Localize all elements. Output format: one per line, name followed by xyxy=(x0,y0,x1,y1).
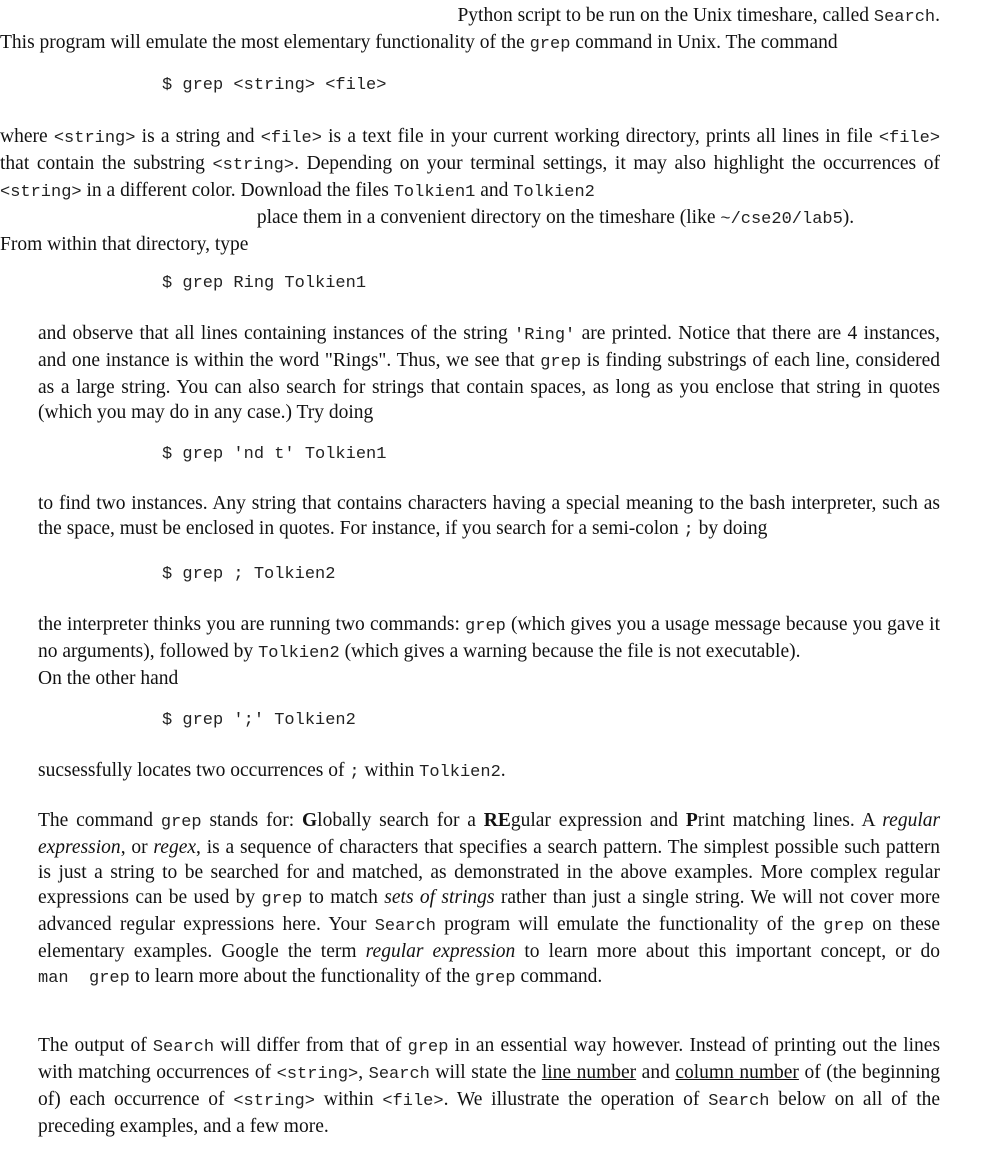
body-text: within xyxy=(364,760,415,781)
quotes-paragraph xyxy=(38,491,940,543)
bold-letter: RE xyxy=(483,810,511,831)
usage-paragraph xyxy=(0,124,940,257)
inline-code: ~/cse20/lab5 xyxy=(720,210,843,229)
inline-code: <string> xyxy=(212,156,295,175)
body-text: On the other hand xyxy=(38,668,179,689)
body-text: The output of xyxy=(38,1035,147,1056)
inline-code: grep xyxy=(529,35,571,54)
italic-term: regex xyxy=(153,837,197,858)
inline-code: Tolkien1 xyxy=(393,183,476,202)
body-text: (which gives you a usage message because you gave it no arguments), followed by xyxy=(38,614,940,662)
body-text: that contain the substring xyxy=(0,153,205,174)
command-example: $ grep ; Tolkien2 xyxy=(162,565,336,584)
intro-paragraph xyxy=(0,3,940,57)
inline-code: <string> xyxy=(0,183,82,202)
body-text: sucsessfully locates two occurrences of xyxy=(38,760,345,781)
body-text: to learn more about the functionality of the xyxy=(134,966,470,987)
inline-code: <file> xyxy=(260,129,322,148)
bold-letter: G xyxy=(301,810,318,831)
body-text: , xyxy=(358,1062,364,1083)
underlined-term: line number xyxy=(541,1062,637,1083)
inline-code: ; xyxy=(683,521,694,540)
body-text: (which gives a warning because the file is not executable). xyxy=(344,641,801,662)
body-text: place them in a convenient directory on the timeshare (like xyxy=(256,207,716,228)
body-text: by doing xyxy=(698,518,768,539)
body-text: The command xyxy=(38,810,154,831)
intro-line-2 xyxy=(0,30,940,57)
body-text: the interpreter thinks you are running two commands: xyxy=(38,614,460,635)
body-text: . Depending on your terminal settings, it may also highlight the occurrences of xyxy=(294,153,941,174)
body-text: stands for: xyxy=(209,810,295,831)
inline-code: <string> xyxy=(53,129,136,148)
body-text: and xyxy=(480,180,509,201)
body-text: in a different color. Download the files xyxy=(86,180,389,201)
body-text: will differ from that of xyxy=(220,1035,402,1056)
body-text: command. xyxy=(520,966,603,987)
inline-code: 'Ring' xyxy=(514,326,576,345)
body-text: and xyxy=(641,1062,670,1083)
regex-paragraph xyxy=(38,808,940,991)
intro-line-1 xyxy=(38,3,940,30)
body-text: is a text file in your current working directory, prints all lines in file xyxy=(328,126,873,147)
italic-term: sets of strings xyxy=(384,887,495,908)
body-text: are printed. Notice that there are 4 instances, and one instance is within the word "Rings". Thus, we see that xyxy=(38,323,941,371)
inline-code: man grep xyxy=(38,969,130,988)
inline-code: grep xyxy=(160,813,202,832)
body-text: to find two instances. Any string that contains characters having a special meaning to the bash interpreter, such as the space, must be enclosed in quotes. For instance, if you search for a semi-colon xyxy=(38,493,940,539)
body-text: gular expression and xyxy=(510,810,679,831)
inline-code: grep xyxy=(474,969,516,988)
inline-code: grep xyxy=(465,617,506,636)
output-paragraph xyxy=(38,1033,940,1139)
inline-code: <file> xyxy=(382,1092,444,1111)
body-text: lobally search for a xyxy=(317,810,476,831)
bold-letter: P xyxy=(685,810,698,831)
inline-code: Tolkien2 xyxy=(419,763,501,782)
inline-code: <string> xyxy=(276,1065,359,1084)
inline-code: Search xyxy=(374,917,436,936)
inline-code: Tolkien2 xyxy=(513,183,595,202)
intro-text: . xyxy=(935,5,940,26)
body-text: rather than just a single string. We will not cover more advanced regular expressions here. Your xyxy=(38,887,941,935)
body-text: and observe that all lines containing instances of the string xyxy=(38,323,508,344)
body-text: . We illustrate the operation of xyxy=(443,1089,700,1110)
intro-text: This program will emulate the most elementary functionality of the xyxy=(0,32,525,53)
inline-code: Search xyxy=(152,1038,215,1057)
command-example: $ grep ';' Tolkien2 xyxy=(162,711,356,730)
body-text: From within that directory, type xyxy=(0,234,249,255)
result-paragraph xyxy=(38,758,940,785)
body-text: is a string and xyxy=(141,126,255,147)
ring-paragraph xyxy=(38,321,940,425)
body-text: in an essential way however. Instead of printing out the lines with matching occurrences of xyxy=(38,1035,941,1083)
underlined-term: column number xyxy=(675,1062,799,1083)
italic-term: regular expression xyxy=(365,941,516,962)
body-text: program will emulate the functionality of the xyxy=(444,914,816,935)
inline-code: grep xyxy=(823,917,865,936)
body-text: where xyxy=(0,126,48,147)
body-text: to match xyxy=(308,887,378,908)
italic-term: regular expression xyxy=(38,810,941,858)
command-example: $ grep 'nd t' Tolkien1 xyxy=(162,445,387,464)
inline-code: grep xyxy=(540,353,582,372)
interpreter-paragraph xyxy=(38,612,940,691)
body-text: . xyxy=(500,760,506,781)
body-text: will state the xyxy=(435,1062,537,1083)
inline-code: <file> xyxy=(878,129,941,148)
inline-code: <string> xyxy=(233,1092,315,1111)
inline-code: grep xyxy=(407,1038,449,1057)
body-text: to learn more about this important concept, or do xyxy=(524,941,941,962)
inline-code: Search xyxy=(873,8,936,27)
inline-code: grep xyxy=(261,890,303,909)
body-text: within xyxy=(323,1089,374,1110)
inline-code: Tolkien2 xyxy=(258,644,340,663)
inline-code: Search xyxy=(708,1092,770,1111)
body-text: rint matching lines. A xyxy=(697,810,875,831)
command-example: $ grep <string> <file> xyxy=(162,76,387,95)
body-text: is finding substrings of each line, considered as a large string. You can also search for strings that contain spaces, as long as you enclose that string in quotes (which you may do in any case.) Try doing xyxy=(38,350,940,423)
body-text: below on all of the preceding examples, and a few more. xyxy=(38,1089,941,1137)
intro-text: Python script to be run on the Unix timeshare, called xyxy=(457,5,870,26)
inline-code: ; xyxy=(349,763,360,782)
command-example: $ grep Ring Tolkien1 xyxy=(162,274,367,293)
body-text: on these elementary examples. Google the term xyxy=(38,914,941,962)
body-text: of (the beginning of) each occurrence of xyxy=(38,1062,941,1110)
body-text: ). xyxy=(842,207,855,228)
body-text: , is a sequence of characters that specifies a search pattern. The simplest possible such pattern is just a string to be searched for and matched, as demonstrated in the above examples. More complex regular expressions can be used by xyxy=(38,837,940,908)
intro-text: command in Unix. The command xyxy=(575,32,838,53)
inline-code: Search xyxy=(368,1065,430,1084)
body-text: , or xyxy=(120,837,148,858)
